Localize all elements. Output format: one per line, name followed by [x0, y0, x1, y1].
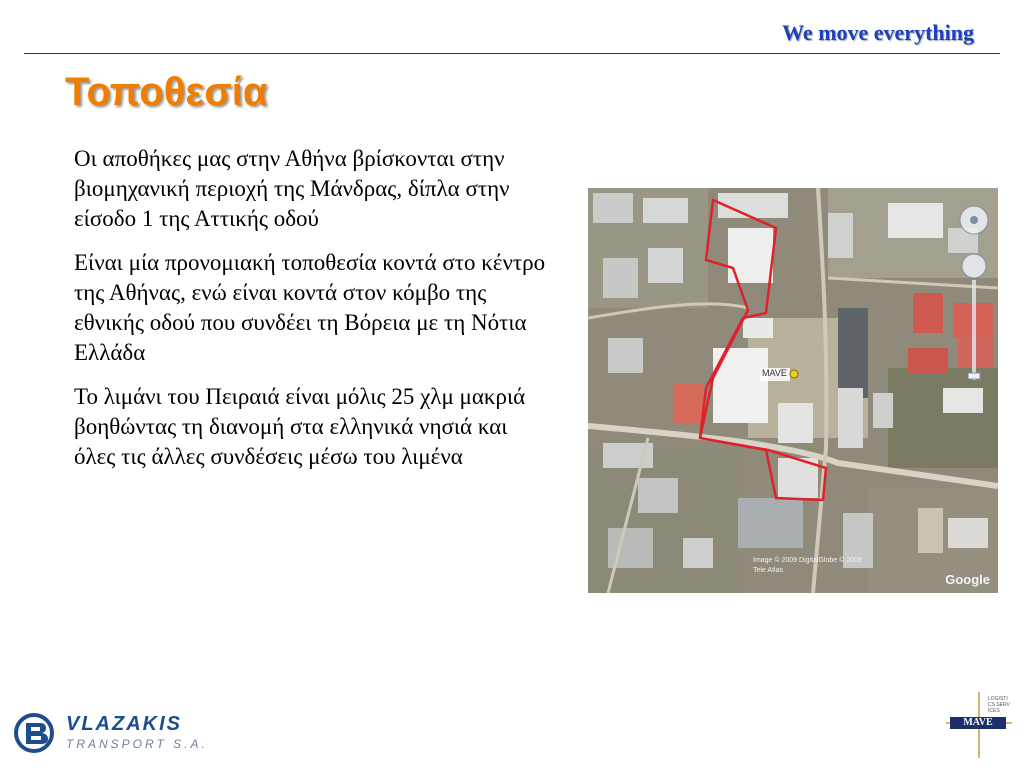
partner-tagline: LOGISTICS SERVICES: [988, 696, 1010, 714]
header-divider: [24, 53, 1000, 54]
partner-logo-text: MAVE: [963, 717, 993, 728]
map-marker-label: MAVE: [762, 368, 787, 378]
slide-body: [74, 144, 554, 486]
company-logo: [14, 711, 214, 756]
satellite-map: [588, 188, 998, 593]
paragraph-advantages: Είναι μία προνομιακή τοποθεσία κοντά στο κέντρο της Αθήνας, ενώ είναι κοντά στον κόμβο της εθνικής οδού που συνδέει τη Βόρεια με τη Νότια Ελλάδα: [74, 250, 546, 365]
company-subtitle: TRANSPORT S.A.: [66, 737, 208, 751]
slogan: We move everything: [782, 20, 974, 45]
paragraph-location: Οι αποθήκες μας στην Αθήνα βρίσκονται στην βιομηχανική περιοχή της Μάνδρας, δίπλα στην είσοδο 1 της Αττικής οδού: [74, 146, 510, 231]
map-pan-control[interactable]: [960, 206, 988, 234]
slide-title: Τοποθεσία: [65, 70, 268, 114]
map-copyright: Image © 2009 DigitalGlobe © 2009 Tele Atlas: [753, 557, 862, 574]
map-watermark: Google: [945, 572, 990, 587]
partner-logo: [944, 690, 1014, 760]
paragraph-port: Το λιμάνι του Πειραιά είναι μόλις 25 χλμ μακριά βοηθώντας τη διανομή στα ελληνικά νησιά και όλες τις άλλες συνδέσεις μέσω του λιμένα: [74, 384, 526, 469]
company-name: VLAZAKIS: [66, 713, 182, 735]
